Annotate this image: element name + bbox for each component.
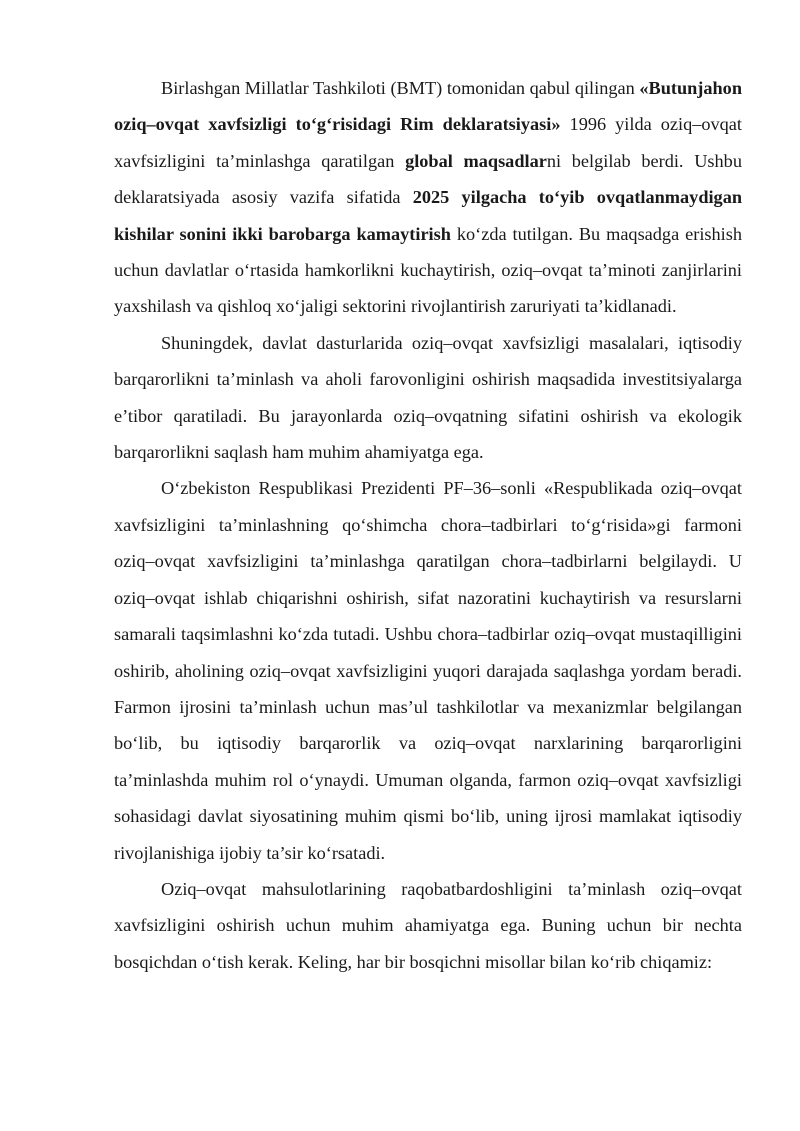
text-run: Shuningdek, davlat dasturlarida oziq–ovqat xavfsizligi masalalari, iqtisodiy barqarorlikni ta’minlash va aholi farovonligini oshirish maqsadida investitsiyalarga e’tibor qaratiladi. Bu jarayonlarda oziq–ovqatning sifatini oshirish va ekologik barqarorlikni saqlash ham muhim ahamiyatga ega. xyxy=(114,332,742,463)
paragraph-presidential-decree xyxy=(114,470,742,870)
bold-text-run: global maqsadlar xyxy=(405,150,547,171)
text-run: O‘zbekiston Respublikasi Prezidenti PF–36–sonli «Respublikada oziq–ovqat xavfsizligini ta’minlashning qo‘shimcha chora–tadbirlari to‘g‘risida»gi farmoni oziq–ovqat xavfsizligini ta’minlashga qaratilgan chora–tadbirlarni belgilaydi. U oziq–ovqat ishlab chiqarishni oshirish, sifat nazoratini kuchaytirish va resurslarni samarali taqsimlashni ko‘zda tutadi. Ushbu chora–tadbirlar oziq–ovqat mustaqilligini oshirib, aholining oziq–ovqat xavfsizligini yuqori darajada saqlashga yordam beradi. Farmon ijrosini ta’minlash uchun mas’ul tashkilotlar va mexanizmlar belgilangan bo‘lib, bu iqtisodiy barqarorlik va oziq–ovqat narxlarining barqarorligini ta’minlashda muhim rol o‘ynaydi. Umuman olganda, farmon oziq–ovqat xavfsizligi sohasidagi davlat siyosatining muhim qismi bo‘lib, uning ijrosi mamlakat iqtisodiy rivojlanishiga ijobiy ta’sir ko‘rsatadi. xyxy=(114,478,742,863)
text-run: ni belgilab berdi. Ushbu deklaratsiyada asosiy vazifa sifatida xyxy=(114,150,742,208)
paragraph-competitiveness xyxy=(114,871,742,980)
text-run: 1996 yilda oziq–ovqat xavfsizligini ta’minlashga qaratilgan xyxy=(114,114,742,171)
bold-text-run: 2025 yilgacha to‘yib ovqatlanmaydigan kishilar sonini ikki barobarga kamaytirish xyxy=(114,187,743,244)
text-run: ko‘zda tutilgan. Bu maqsadga erishish uchun davlatlar o‘rtasida hamkorlikni kuchaytirish, oziq–ovqat ta’minoti zanjirlarini yaxshilash va qishloq xo‘jaligi sektorini rivojlantirish zaruriyati ta’kidlanadi. xyxy=(114,223,742,317)
paragraph-state-programs xyxy=(114,325,742,471)
text-run: Birlashgan Millatlar Tashkiloti (BMT) tomonidan qabul qilingan xyxy=(161,78,640,98)
paragraph-rome-declaration xyxy=(114,70,742,325)
bold-text-run: «Butunjahon oziq–ovqat xavfsizligi to‘g‘risidagi Rim deklaratsiyasi» xyxy=(114,78,742,135)
text-run: Oziq–ovqat mahsulotlarining raqobatbardoshligini ta’minlash oziq–ovqat xavfsizligini oshirish uchun muhim ahamiyatga ega. Buning uchun bir nechta bosqichdan o‘tish kerak. Keling, har bir bosqichni misollar bilan ko‘rib chiqamiz: xyxy=(114,878,742,972)
document-page xyxy=(114,70,742,980)
